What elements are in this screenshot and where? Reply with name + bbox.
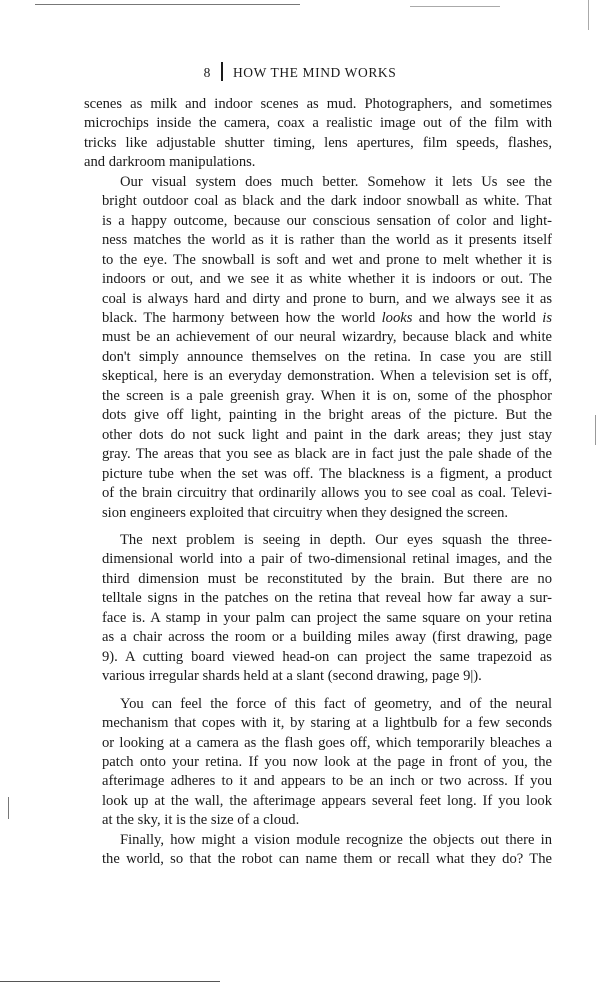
text-line: skeptical, here is an everyday demonstration. When a television set is off,	[102, 368, 552, 385]
text-line: and darkroom manipulations.	[84, 154, 256, 171]
text-line: don't simply announce themselves on the retina. In case you are still	[102, 348, 552, 365]
scan-artifact-bottom-rule	[0, 981, 220, 982]
text-line: is a happy outcome, because our conscious sensation of color and light-	[102, 212, 552, 229]
text-line: as a chair across the room or a building miles away (first drawing, page	[102, 629, 552, 646]
text-line: 9). A cutting board viewed head-on can project the same trapezoid as	[102, 648, 552, 665]
text-line: third dimension must be reconstituted by the brain. But there are no	[102, 570, 552, 587]
text-run: and how the world	[412, 309, 543, 326]
scan-artifact-right-tick	[595, 415, 596, 445]
text-line: microchips inside the camera, coax a realistic image out of the film with	[84, 115, 552, 132]
text-line: sion engineers exploited that circuitry when they designed the screen.	[102, 504, 509, 521]
italic-word: is	[542, 309, 552, 326]
text-line: telltale signs in the patches on the retina that reveal how far away a sur-	[102, 590, 552, 607]
paragraph-4	[84, 695, 552, 831]
text-line: bright outdoor coal as black and the dark indoor snowball as white. That	[102, 193, 552, 210]
text-line: must be an achievement of our neural wizardry, because black and white	[102, 329, 552, 346]
text-line: at the sky, it is the size of a cloud.	[102, 812, 300, 829]
text-line: You can feel the force of this fact of geometry, and of the neural	[120, 695, 552, 712]
body-text	[84, 95, 552, 870]
text-line-with-italics	[84, 309, 552, 328]
paragraph-1	[84, 95, 552, 173]
text-line: other dots do not suck light and paint in the dark areas; they just stay	[102, 426, 552, 443]
running-head-divider	[221, 62, 223, 81]
paragraph-2	[84, 173, 552, 523]
text-line: gray. The areas that you see as black are in fact just the pale shade of the	[102, 446, 552, 463]
text-line: dots give off light, painting in the bright areas of the picture. But the	[102, 407, 552, 424]
text-line: to the eye. The snowball is soft and wet and prone to melt whether it is	[102, 251, 552, 268]
text-line: dimensional world into a pair of two-dimensional retinal images, and the	[102, 551, 552, 568]
scan-artifact-top-right-rule	[410, 6, 500, 7]
text-line: tricks like adjustable shutter timing, lens apertures, film speeds, flashes,	[84, 134, 552, 151]
text-line: face is. A stamp in your palm can project the same square on your retina	[102, 609, 552, 626]
text-line: of the brain circuitry that ordinarily allows you to see coal as coal. Televi-	[102, 485, 552, 502]
italic-word: looks	[381, 309, 413, 326]
text-line: various irregular shards held at a slant (second drawing, page 9|).	[102, 668, 482, 685]
scan-artifact-corner-mark	[588, 0, 589, 30]
text-line: the screen is a pale greenish gray. When it is on, some of the phosphor	[102, 387, 552, 404]
text-line: picture tube when the set was off. The blackness is a figment, a product	[102, 465, 552, 482]
running-head	[0, 62, 600, 81]
text-line: Our visual system does much better. Somehow it lets Us see the	[120, 173, 552, 190]
paragraph-5	[84, 831, 552, 870]
text-line: or looking at a camera as the flash goes off, which temporarily bleaches a	[102, 734, 552, 751]
text-line: indoors or out, and we see it as white whether it is indoors or out. The	[102, 271, 552, 288]
scan-artifact-top-rule	[35, 4, 300, 5]
scan-artifact-left-tick	[8, 797, 9, 819]
text-line: afterimage adheres to it and appears to be an inch or two across. If you	[102, 773, 552, 790]
text-line: Finally, how might a vision module recognize the objects out there in	[120, 831, 552, 848]
text-line: look up at the wall, the afterimage appears several feet long. If you look	[102, 792, 552, 809]
text-run: black. The harmony between how the world	[102, 309, 382, 326]
text-line: scenes as milk and indoor scenes as mud. Photographers, and sometimes	[84, 96, 552, 112]
paragraph-3	[84, 531, 552, 687]
text-line: coal is always hard and dirty and prone to burn, and we always see it as	[102, 290, 552, 307]
page-number: 8	[203, 65, 211, 80]
text-line: the world, so that the robot can name them or recall what they do? The	[102, 851, 552, 868]
text-line: The next problem is seeing in depth. Our eyes squash the three-	[120, 531, 552, 548]
text-line: mechanism that copes with it, by staring at a lightbulb for a few seconds	[102, 715, 552, 732]
text-line: ness matches the world as it is rather than the world as it presents itself	[102, 232, 552, 249]
text-line: patch onto your retina. If you now look at the page in front of you, the	[102, 753, 552, 770]
book-title: HOW THE MIND WORKS	[232, 65, 397, 80]
